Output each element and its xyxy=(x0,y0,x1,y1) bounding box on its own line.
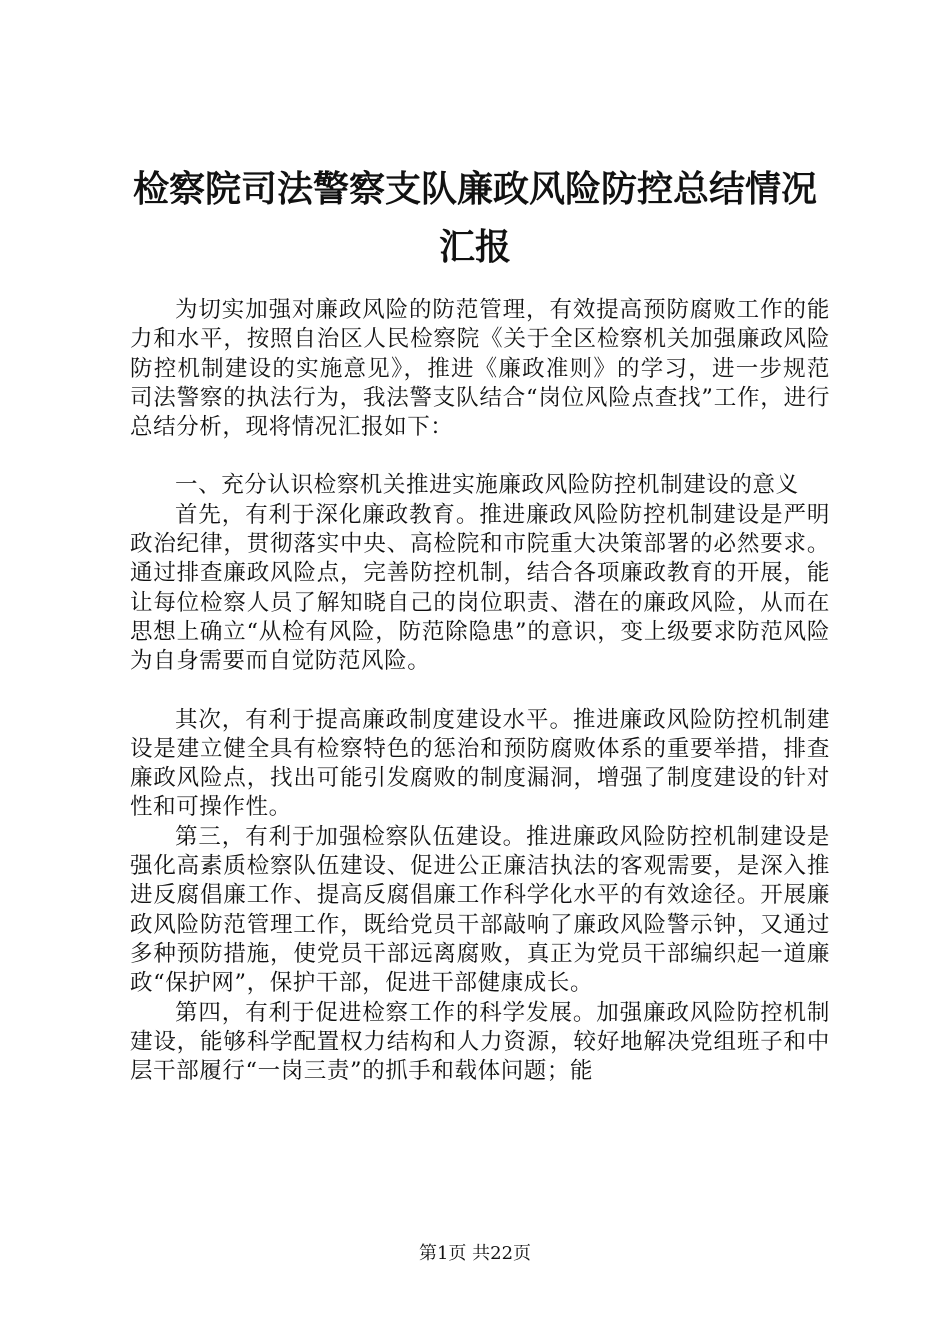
paragraph-intro: 为切实加强对廉政风险的防范管理，有效提高预防腐败工作的能力和水平，按照自治区人民检察院《关于全区检察机关加强廉政风险防控机制建设的实施意见》，推进《廉政准则》的学习，进一步规范司法警察的执法行为，我法警支队结合“岗位风险点查找”工作，进行总结分析，现将情况汇报如下： xyxy=(130,297,830,441)
paragraph-second: 其次，有利于提高廉政制度建设水平。推进廉政风险防控机制建设是建立健全具有检察特色的惩治和预防腐败体系的重要举措，排查廉政风险点，找出可能引发腐败的制度漏洞，增强了制度建设的针对性和可操作性。 xyxy=(130,706,830,821)
page-number-footer: 第1页 共22页 xyxy=(418,1243,532,1264)
section-heading-1: 一、充分认识检察机关推进实施廉政风险防控机制建设的意义 xyxy=(175,472,799,499)
paragraph-fourth: 第四，有利于促进检察工作的科学发展。加强廉政风险防控机制建设，能够科学配置权力结构和人力资源，较好地解决党组班子和中层干部履行“一岗三责”的抓手和载体问题；能 xyxy=(130,999,830,1085)
paragraph-gap xyxy=(130,442,830,471)
document-body xyxy=(130,296,830,1086)
paragraph-first: 首先，有利于深化廉政教育。推进廉政风险防控机制建设是严明政治纪律，贯彻落实中央、高检院和市院重大决策部署的必然要求。通过排查廉政风险点，完善防控机制，结合各项廉政教育的开展，能让每位检察人员了解知晓自己的岗位职责、潜在的廉政风险，从而在思想上确立“从检有风险，防范除隐患”的意识，变上级要求防范风险为自身需要而自觉防范风险。 xyxy=(130,501,830,675)
paragraph-third: 第三，有利于加强检察队伍建设。推进廉政风险防控机制建设是强化高素质检察队伍建设、促进公正廉洁执法的客观需要，是深入推进反腐倡廉工作、提高反腐倡廉工作科学化水平的有效途径。开展廉政风险防范管理工作，既给党员干部敲响了廉政风险警示钟，又通过多种预防措施，使党员干部远离腐败，真正为党员干部编织起一道廉政“保护网”，保护干部，促进干部健康成长。 xyxy=(130,823,830,997)
paragraph-gap xyxy=(130,677,830,706)
document-title: 检察院司法警察支队廉政风险防控总结情况汇报 xyxy=(132,168,817,268)
